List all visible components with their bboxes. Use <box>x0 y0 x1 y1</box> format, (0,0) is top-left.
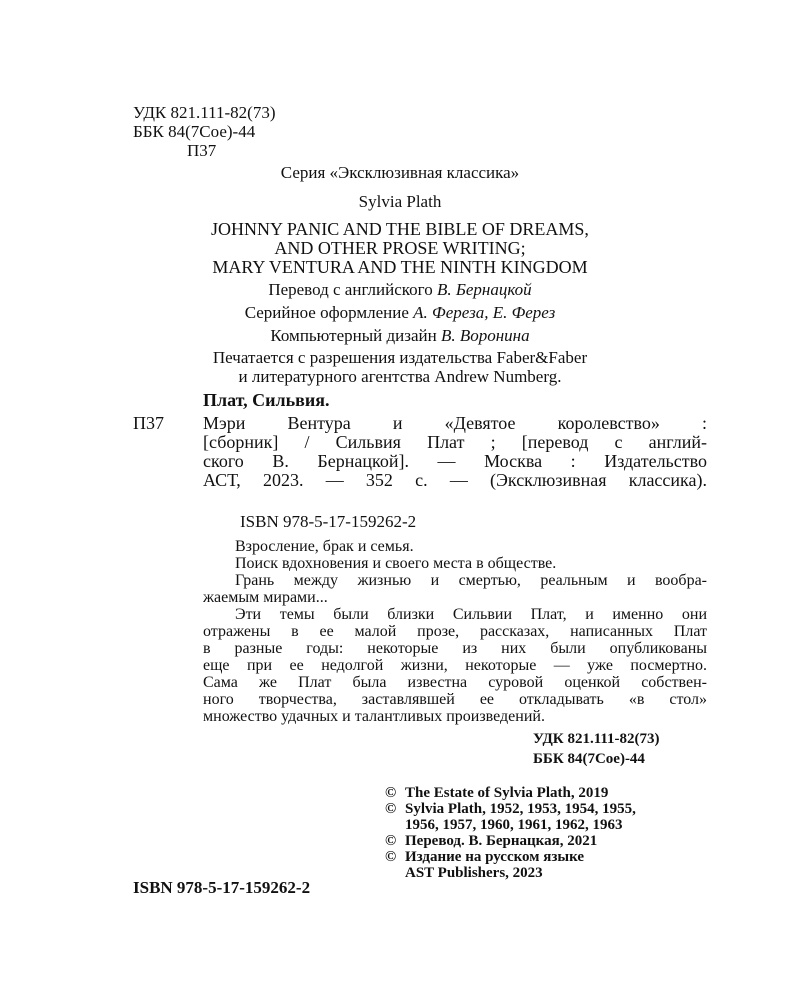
bbk-code-repeat: ББК 84(7Сое)-44 <box>533 751 645 767</box>
original-title-block <box>0 220 800 277</box>
copyright-line <box>385 865 636 881</box>
credit-label: Перевод с английского <box>268 280 433 299</box>
annotation-line: множество удачных и талантливых произведений. <box>203 708 545 725</box>
annotation <box>203 538 707 725</box>
isbn-footer: ISBN 978-5-17-159262-2 <box>133 878 311 897</box>
permission-line: и литературного агентства Andrew Numberg. <box>238 367 562 386</box>
copyright-sign: © <box>385 833 397 849</box>
bibliographic-line: [сборник] / Сильвия Плат ; [перевод с англий- <box>203 432 707 452</box>
copyright-text: 1956, 1957, 1960, 1961, 1962, 1963 <box>405 817 623 833</box>
copyright-line <box>385 849 636 865</box>
bbk-code: ББК 84(7Сое)-44 <box>133 122 256 141</box>
annotation-line: еще при ее недолгой жизни, некоторые — уже посмертно. <box>203 657 707 674</box>
annotation-line: Эти темы были близки Сильвии Плат, и именно они <box>235 606 707 623</box>
bibliographic-mark: П37 <box>133 413 164 433</box>
copyright-line <box>385 833 636 849</box>
copyright-text: AST Publishers, 2023 <box>405 865 543 881</box>
bibliographic-line: ского В. Бернацкой]. — Москва : Издательство <box>203 451 707 471</box>
copyright-sign: © <box>385 849 397 865</box>
credit-computer-design <box>0 326 800 345</box>
bibliographic-heading: Плат, Сильвия. <box>203 390 330 410</box>
udk-code: УДК 821.111-82(73) <box>133 103 276 122</box>
copyright-line <box>385 785 636 801</box>
annotation-line: Грань между жизнью и смертью, реальным и вообра- <box>235 572 707 589</box>
credit-name: В. Воронина <box>440 326 530 345</box>
copyright-line <box>385 817 636 833</box>
bibliographic-line: АСТ, 2023. — 352 с. — (Эксклюзивная классика). <box>203 470 707 490</box>
original-author: Sylvia Plath <box>358 192 442 211</box>
copyright-text: Sylvia Plath, 1952, 1953, 1954, 1955, <box>405 801 636 817</box>
credit-translation <box>0 280 800 299</box>
original-title-line: JOHNNY PANIC AND THE BIBLE OF DREAMS, <box>211 219 589 239</box>
annotation-line: жаемым мирами... <box>203 589 328 606</box>
credit-label: Компьютерный дизайн <box>270 326 437 345</box>
udk-code-repeat: УДК 821.111-82(73) <box>533 731 660 747</box>
annotation-line: Взросление, брак и семья. <box>235 538 414 555</box>
copyright-text: The Estate of Sylvia Plath, 2019 <box>405 785 609 801</box>
copyright-sign: © <box>385 785 397 801</box>
annotation-line: Поиск вдохновения и своего места в обществе. <box>235 555 557 572</box>
original-title-line: MARY VENTURA AND THE NINTH KINGDOM <box>212 257 588 277</box>
author-mark: П37 <box>187 141 217 160</box>
original-title-line: AND OTHER PROSE WRITING; <box>274 238 526 258</box>
credit-name: В. Бернацкой <box>436 280 532 299</box>
credit-label: Серийное оформление <box>244 303 409 322</box>
permission-line: Печатается с разрешения издательства Faber&Faber <box>212 348 588 367</box>
bibliographic-isbn: ISBN 978-5-17-159262-2 <box>240 512 417 531</box>
copyright-line <box>385 801 636 817</box>
bibliographic-line: Мэри Вентура и «Девятое королевство» : <box>203 413 707 433</box>
copyright-text: Перевод. В. Бернацкая, 2021 <box>405 833 598 849</box>
credit-name: А. Фереза, Е. Ферез <box>413 303 556 322</box>
permission-notice <box>0 348 800 386</box>
copyright-sign: © <box>385 801 397 817</box>
copyright-block <box>385 785 636 881</box>
annotation-line: в разные годы: некоторые из них были опубликованы <box>203 640 707 657</box>
series-title: Серия «Эксклюзивная классика» <box>280 163 520 182</box>
credit-series-design <box>0 303 800 322</box>
annotation-line: отражены в ее малой прозе, рассказах, написанных Плат <box>203 623 707 640</box>
copyright-text: Издание на русском языке <box>405 849 585 865</box>
bibliographic-description <box>203 414 707 490</box>
annotation-line: ного творчества, заставлявшей ее откладывать «в стол» <box>203 691 707 708</box>
annotation-line: Сама же Плат была известна суровой оценкой собствен- <box>203 674 707 691</box>
